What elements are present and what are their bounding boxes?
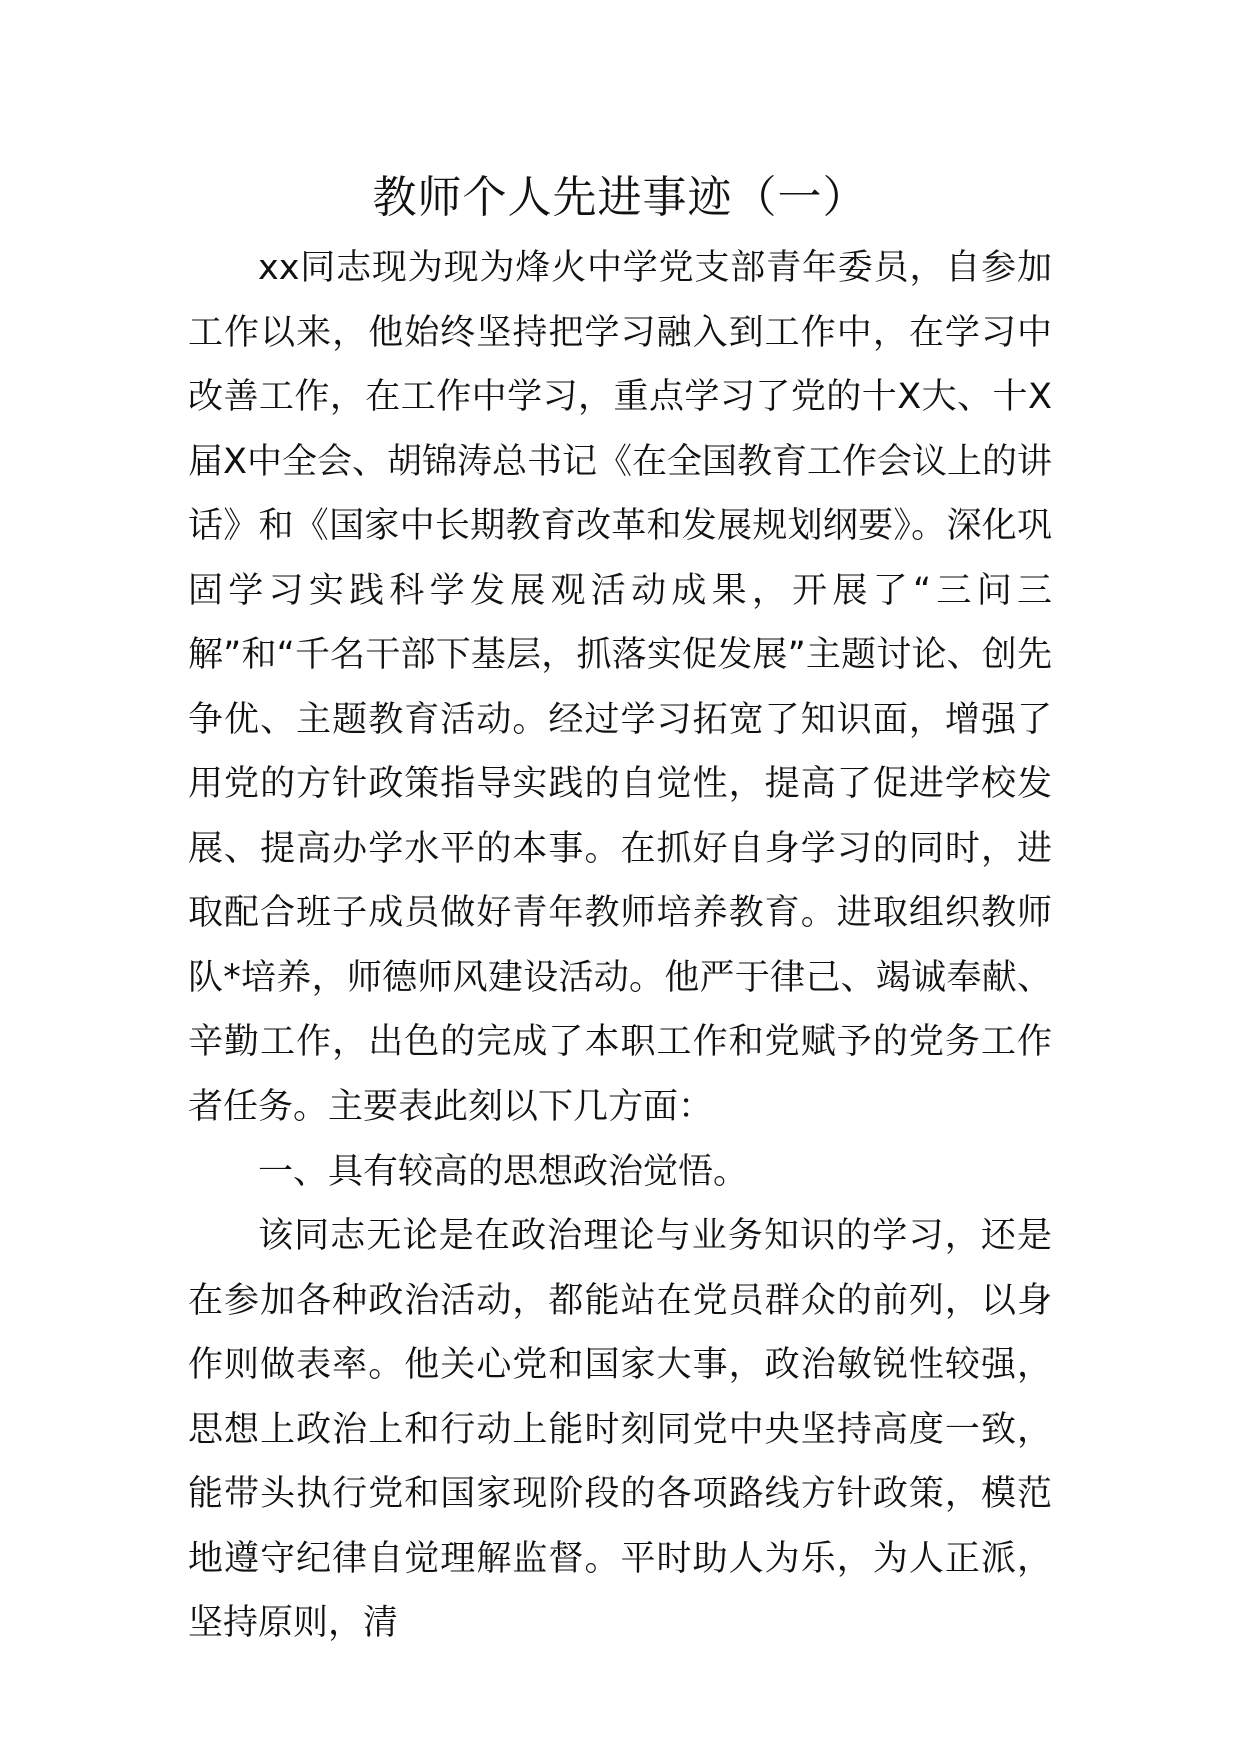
- paragraph-intro: xx同志现为现为烽火中学党支部青年委员，自参加工作以来，他始终坚持把学习融入到工作中，在学习中改善工作，在工作中学习，重点学习了党的十X大、十X届X中全会、胡锦涛总书记《在全国教育工作会议上的讲话》和《国家中长期教育改革和发展规划纲要》。深化巩固学习实践科学发展观活动成果，开展了“三问三解”和“千名干部下基层，抓落实促发展”主题讨论、创先争优、主题教育活动。经过学习拓宽了知识面，增强了用党的方针政策指导实践的自觉性，提高了促进学校发展、提高办学水平的本事。在抓好自身学习的同时，进取配合班子成员做好青年教师培养教育。进取组织教师队*培养，师德师风建设活动。他严于律己、竭诚奉献、辛勤工作，出色的完成了本职工作和党赋予的党务工作者任务。主要表此刻以下几方面：: [188, 248, 1052, 1127]
- document-title: 教师个人先进事迹（一）: [372, 172, 868, 223]
- section-heading-1: 一、具有较高的思想政治觉悟。: [258, 1152, 749, 1192]
- paragraph-section-1: 该同志无论是在政治理论与业务知识的学习，还是在参加各种政治活动，都能站在党员群众的前列，以身作则做表率。他关心党和国家大事，政治敏锐性较强，思想上政治上和行动上能时刻同党中央坚持高度一致，能带头执行党和国家现阶段的各项路线方针政策，模范地遵守纪律自觉理解监督。平时助人为乐，为人正派，坚持原则，清: [188, 1216, 1052, 1643]
